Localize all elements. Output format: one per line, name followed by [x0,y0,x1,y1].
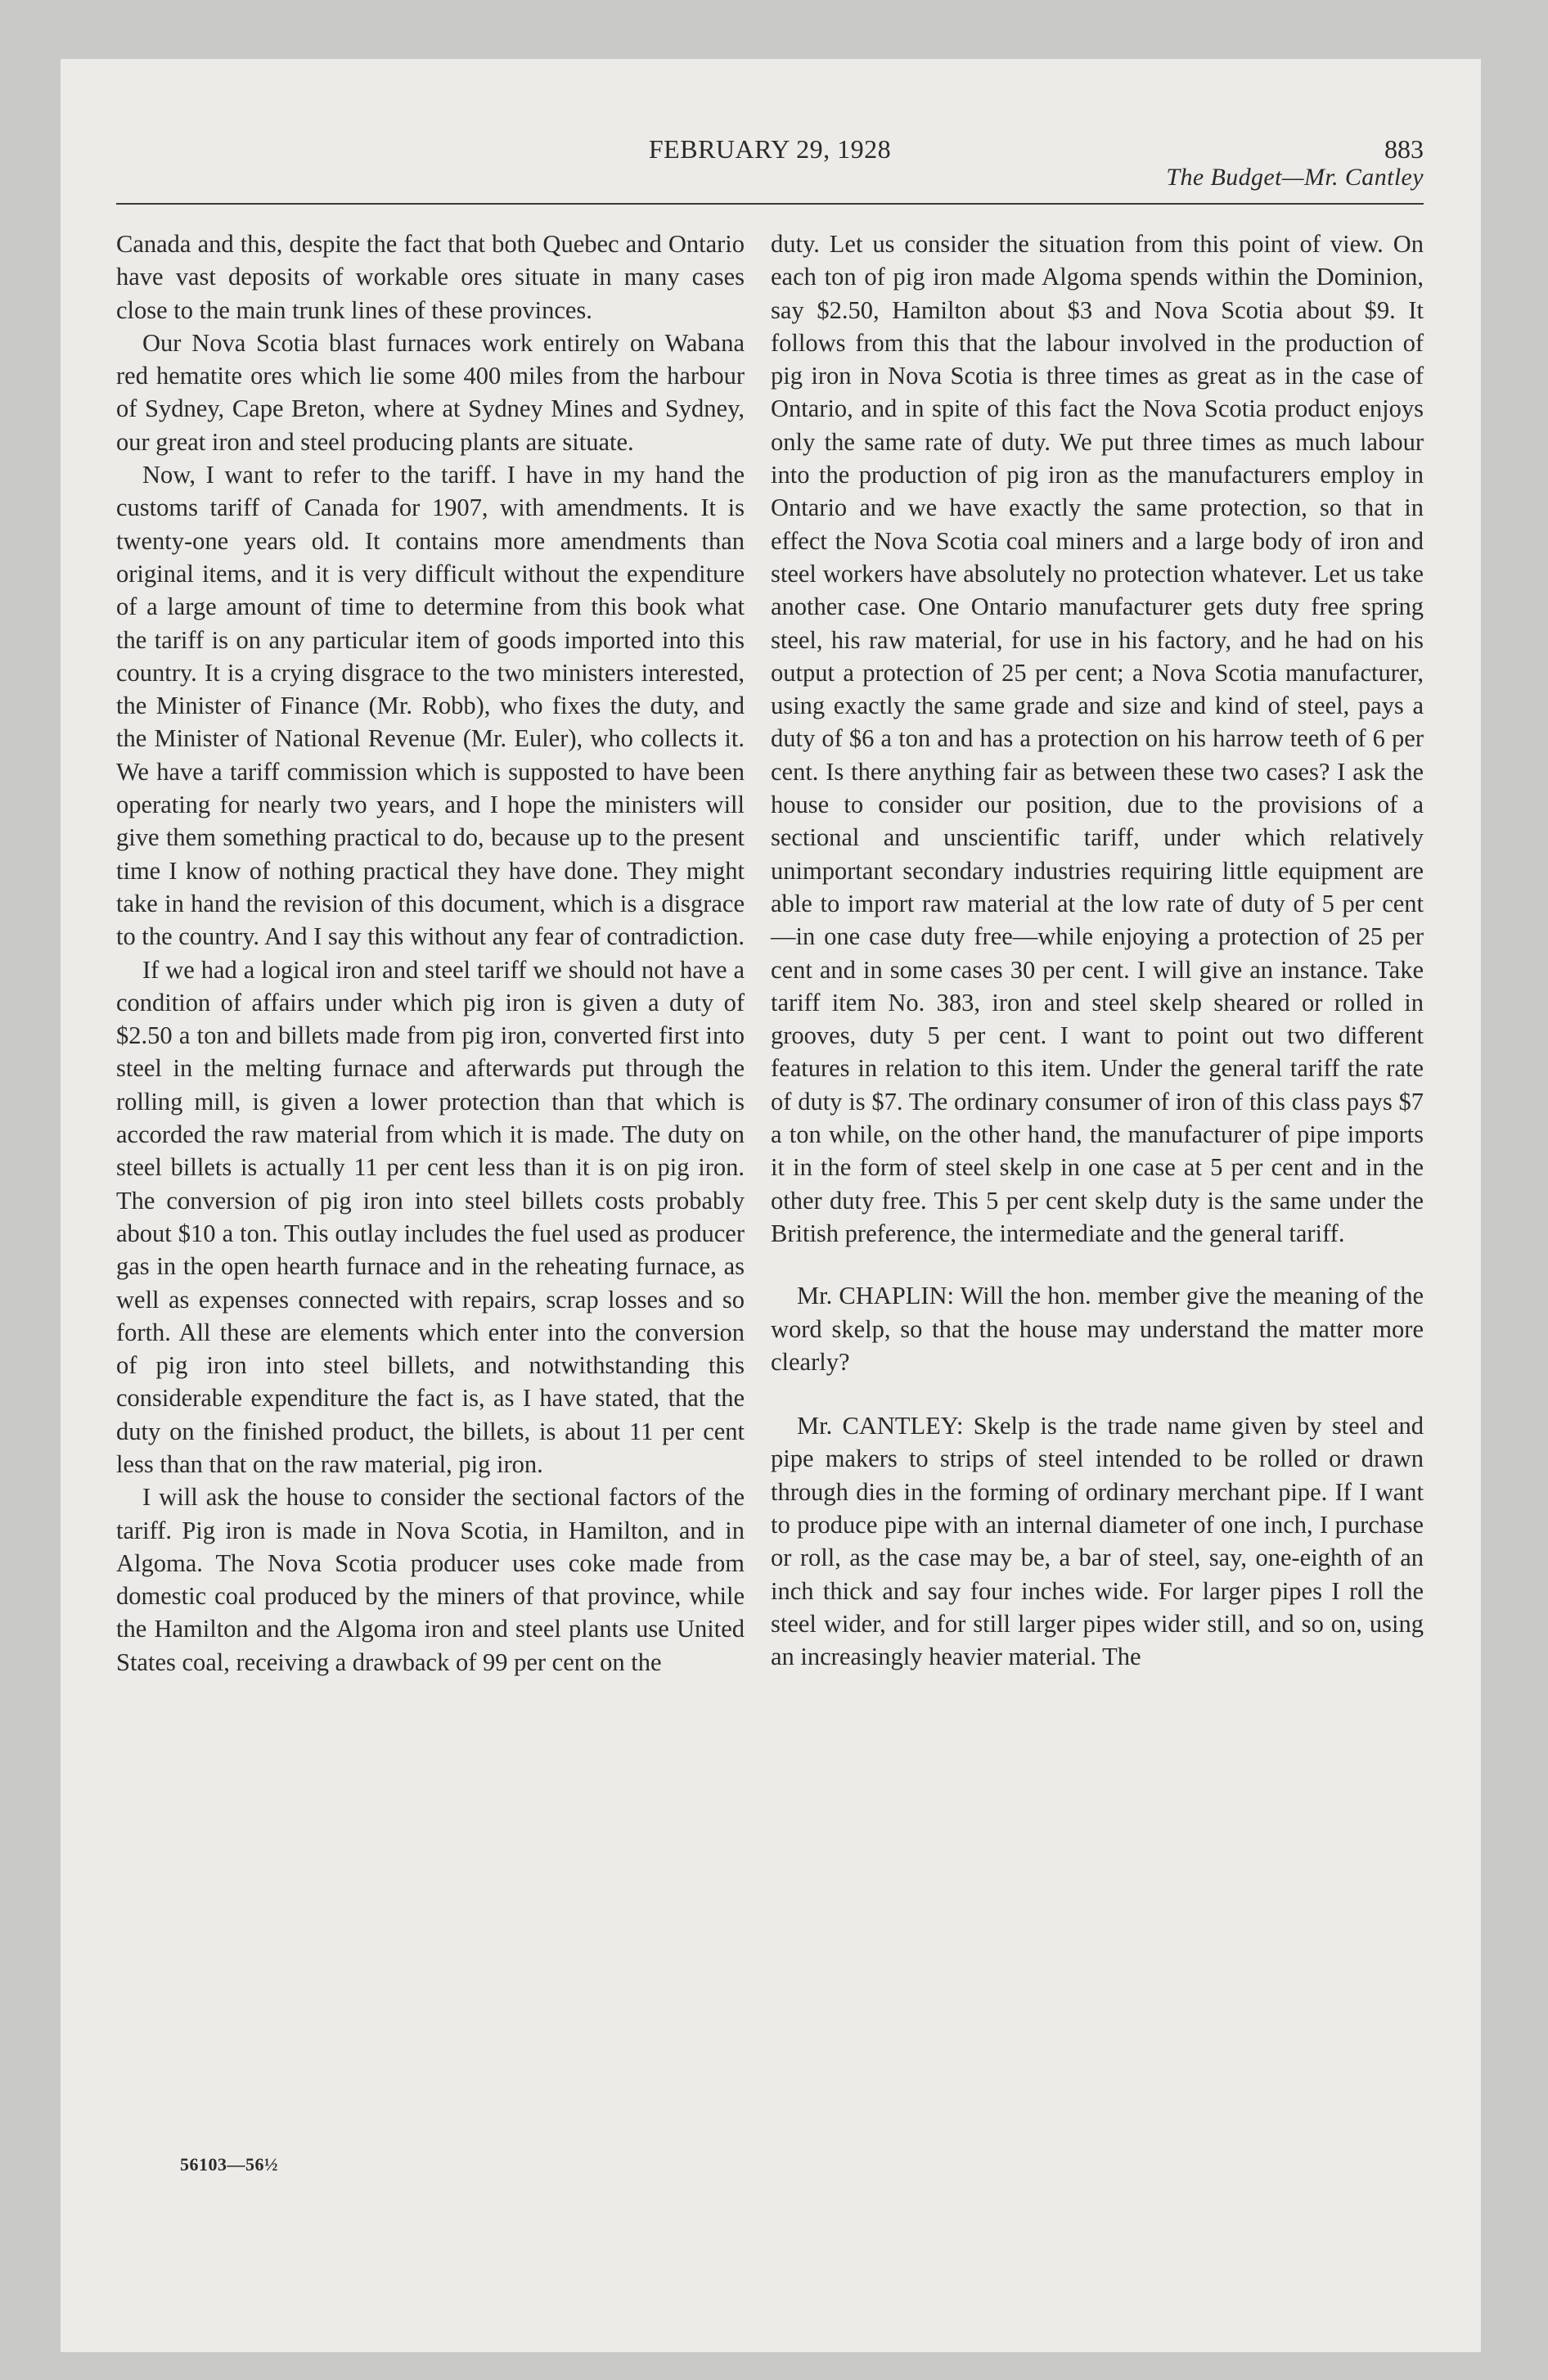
speech-chaplin: Mr. CHAPLIN: Will the hon. member give the meaning of the word skelp, so that the house may understand the matter more clearly? [771,1282,1424,1376]
header-rule [116,203,1424,205]
page-number: 883 [1384,134,1424,164]
right-column [771,228,1424,1673]
left-column [116,228,745,1679]
paragraph: If we had a logical iron and steel tariff we should not have a condition of affairs under which pig iron is given a duty of $2.50 a ton and billets made from pig iron, converted first into steel in the melting furnace and afterwards put through the rolling mill, is given a lower protection than that which is accorded the raw material from which it is made. The duty on steel billets is actually 11 per cent less than it is on pig iron. The conversion of pig iron into steel billets costs probably about $10 a ton. This outlay includes the fuel used as producer gas in the open hearth furnace and in the reheating furnace, as well as expenses connected with repairs, scrap losses and so forth. All these are elements which enter into the conversion of pig iron into steel billets, and notwithstanding this considerable expenditure the fact is, as I have stated, that the duty on the finished product, the billets, is about 11 per cent less than that on the raw material, pig iron. [116,955,745,1478]
paragraph: Now, I want to refer to the tariff. I have in my hand the customs tariff of Canada for 1907, with amendments. It is twenty-one years old. It contains more amendments than original items, and it is very difficult without the expenditure of a large amount of time to determine from this book what the tariff is on any particular item of goods imported into this country. It is a crying disgrace to the two ministers interested, the Minister of Finance (Mr. Robb), who fixes the duty, and the Minister of National Revenue (Mr. Euler), who collects it. We have a tariff commission which is supposted to have been operating for nearly two years, and I hope the ministers will give them something practical to do, because up to the present time I know of nothing practical they have done. They might take in hand the revision of this document, which is a disgrace to the country. And I say this without any fear of contradiction. [116,461,745,951]
running-head: The Budget—Mr. Cantley [1166,164,1424,191]
paragraph: I will ask the house to consider the sectional factors of the tariff. Pig iron is made in Nova Scotia, in Hamilton, and in Algoma. The Nova Scotia producer uses coke made from domestic coal produced by the miners of that province, while the Hamilton and the Algoma iron and steel plants use United States coal, receiving a drawback of 99 per cent on the [116,1483,745,1676]
paragraph: Canada and this, despite the fact that both Quebec and Ontario have vast deposits of workable ores situate in many cases close to the main trunk lines of these provinces. [116,230,745,324]
print-code: 56103—56½ [180,2154,278,2175]
speech-cantley: Mr. CANTLEY: Skelp is the trade name given by steel and pipe makers to strips of steel intended to be rolled or drawn through dies in the forming of ordinary merchant pipe. If I want to produce pipe with an internal diameter of one inch, I purchase or roll, as the case may be, a bar of steel, say, one-eighth of an inch thick and say four inches wide. For larger pipes I roll the steel wider, and for still larger pipes wider still, and so on, using an increasingly heavier material. The [771,1412,1424,1671]
document-page [61,59,1481,2352]
paragraph: Our Nova Scotia blast furnaces work entirely on Wabana red hematite ores which lie some 400 miles from the harbour of Sydney, Cape Breton, where at Sydney Mines and Sydney, our great iron and steel producing plants are situate. [116,328,745,456]
page-header [116,134,1424,232]
paragraph: duty. Let us consider the situation from this point of view. On each ton of pig iron made Algoma spends within the Dominion, say $2.50, Hamilton about $3 and Nova Scotia about $9. It follows from this that the labour involved in the production of pig iron in Nova Scotia is three times as great as in the case of Ontario, and in spite of this fact the Nova Scotia product enjoys only the same rate of duty. We put three times as much labour into the production of pig iron as the manufacturers employ in Ontario and we have exactly the same protection, so that in effect the Nova Scotia coal miners and a large body of iron and steel workers have absolutely no protection whatever. Let us take another case. One Ontario manufacturer gets duty free spring steel, his raw material, for use in his factory, and he had on his output a protection of 25 per cent; a Nova Scotia manufacturer, using exactly the same grade and size and kind of steel, pays a duty of $6 a ton and has a protection on his harrow teeth of 6 per cent. Is there anything fair as between these two cases? I ask the house to consider our position, due to the provisions of a sectional and unscientific tariff, under which relatively unimportant secondary industries requiring little equipment are able to import raw material at the low rate of duty of 5 per cent—in one case duty free—while enjoying a protection of 25 per cent and in some cases 30 per cent. I will give an instance. Take tariff item No. 383, iron and steel skelp sheared or rolled in grooves, duty 5 per cent. I want to point out two different features in relation to this item. Under the general tariff the rate of duty is $7. The ordinary consumer of iron of this class pays $7 a ton while, on the other hand, the manufacturer of pipe imports it in the form of steel skelp in one case at 5 per cent and in the other duty free. This 5 per cent skelp duty is the same under the British preference, the intermediate and the general tariff. [771,230,1424,1247]
header-date: FEBRUARY 29, 1928 [648,134,892,164]
